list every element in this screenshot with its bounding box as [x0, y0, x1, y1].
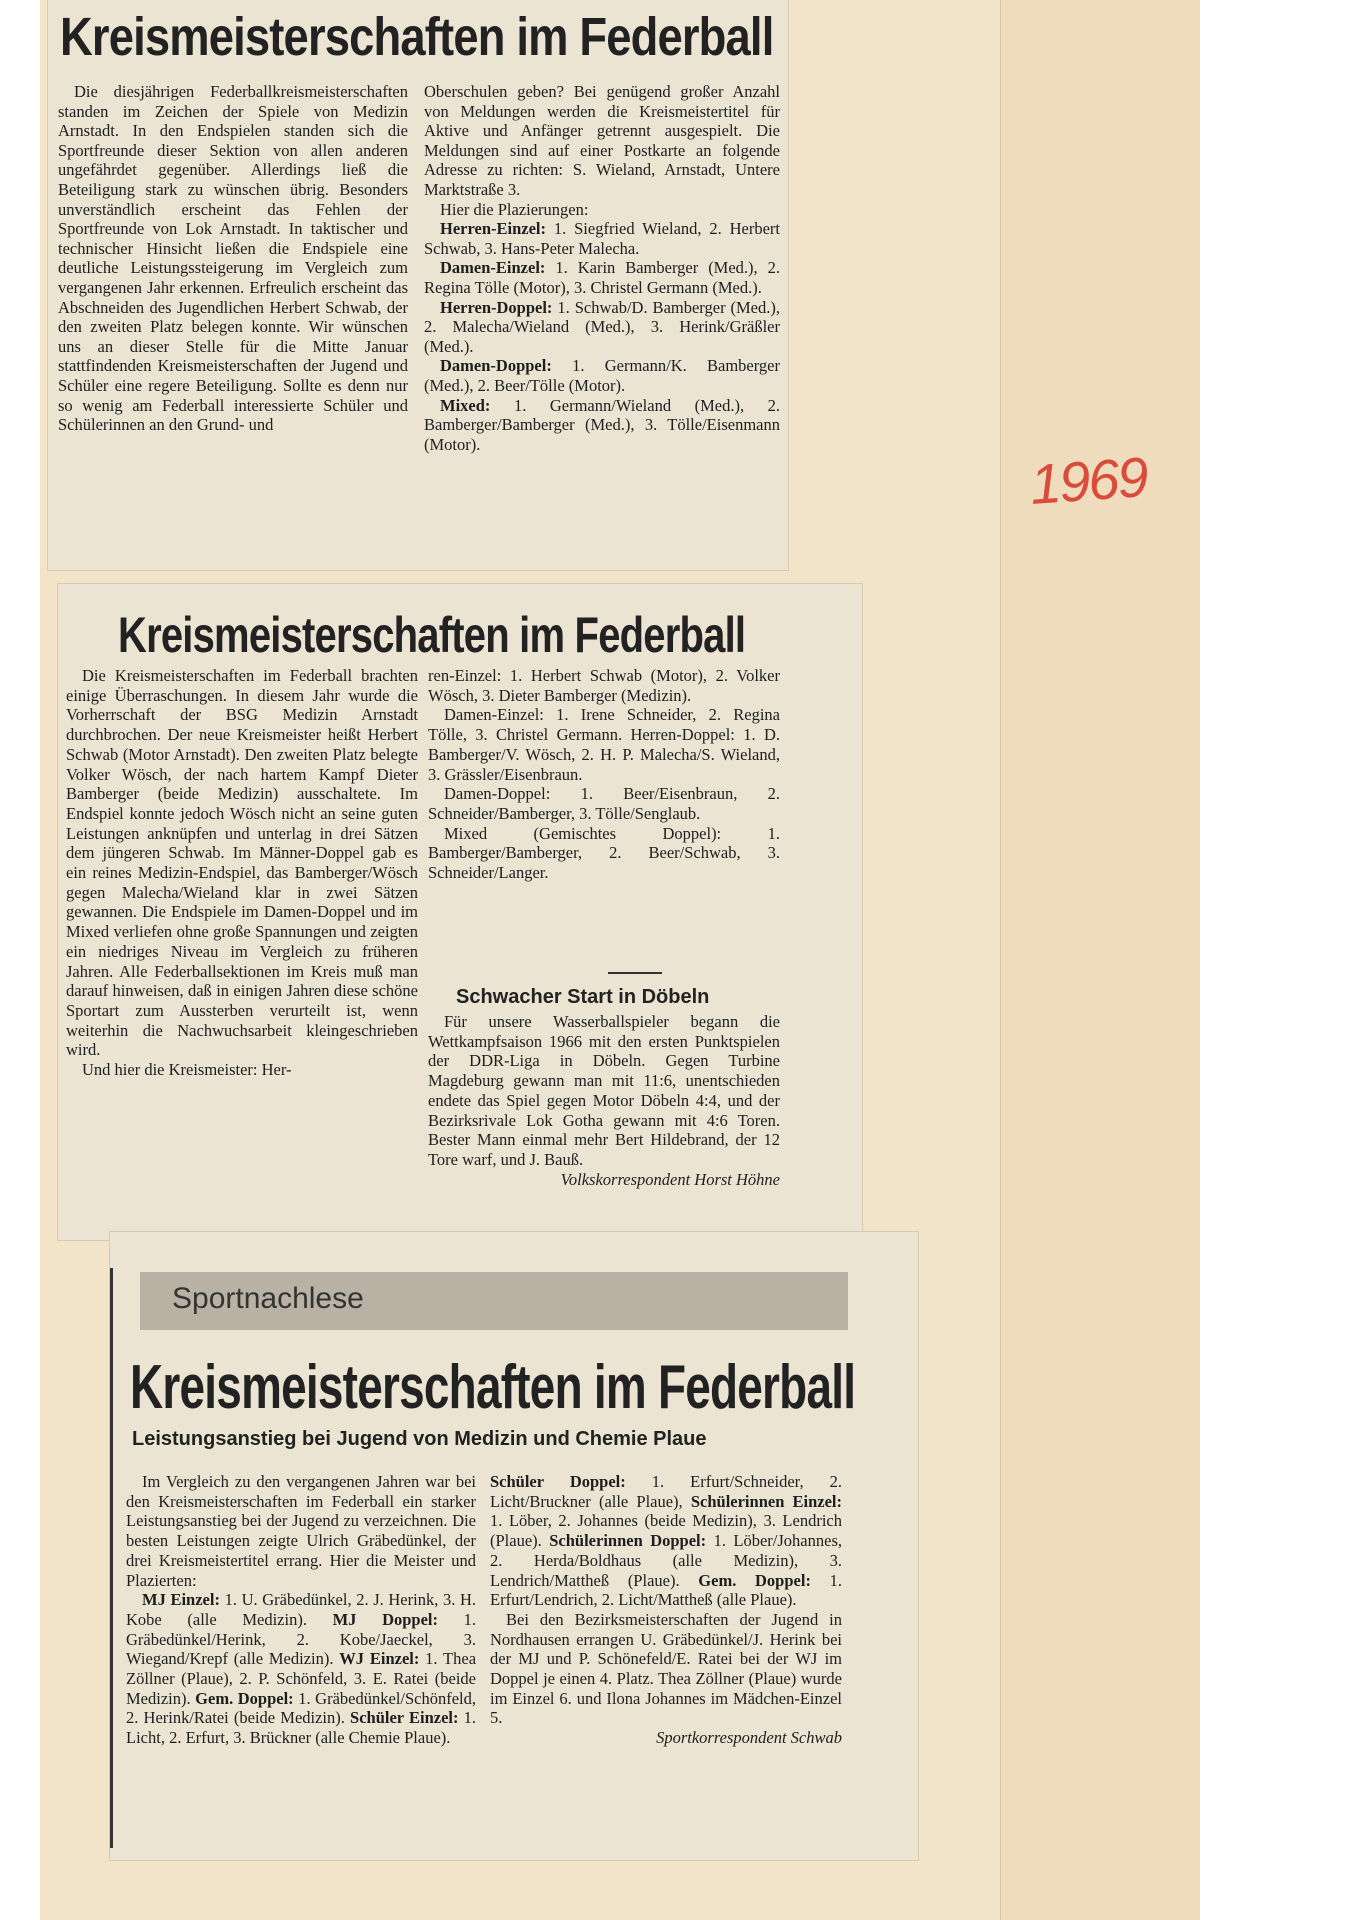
result-item [490, 1472, 842, 1610]
result-label: MJ Doppel: [332, 1609, 438, 1629]
separator-line [608, 972, 662, 974]
result-text: 1. Germann/K. Bamberger (Med.), 2. Beer/Tölle (Motor). [424, 356, 780, 395]
byline: Volkskorrespondent Horst Höhne [560, 1169, 780, 1189]
result-item [424, 396, 780, 455]
result-label: Herren-Einzel: [440, 219, 546, 239]
result-label: Damen-Doppel: [440, 356, 552, 376]
result-item: Damen-Doppel: 1. Beer/Eisenbraun, 2. Schneider/Bamberger, 3. Tölle/Senglaub. [428, 784, 780, 823]
result-item [424, 298, 780, 357]
result-label: Gem. Doppel: [698, 1570, 811, 1590]
paragraph: Bei den Bezirksmeisterschaften der Jugend in Nordhausen errangen U. Gräbedünkel/J. Herink bei der MJ und P. Schönefeld/E. Ratei bei der WJ im Doppel je einen 4. Platz. Thea Zöllner (Plaue) wurde im Einzel 6. und Ilona Johannes im Mädchen-Einzel 5. [490, 1609, 842, 1728]
result-label: Mixed: [440, 395, 491, 415]
result-item: Mixed (Gemischtes Doppel): 1. Bamberger/Bamberger, 2. Beer/Schwab, 3. Schneider/Langer. [428, 823, 780, 883]
clipping-3-subheadline: Leistungsanstieg bei Jugend von Medizin und Chemie Plaue [132, 1428, 707, 1450]
clipping-2-left-column [66, 666, 418, 1080]
sub-article-headline: Schwacher Start in Döbeln [456, 986, 710, 1008]
clipping-3-right-column [490, 1472, 842, 1748]
paragraph: Die diesjährigen Federballkreismeisterschaften standen im Zeichen der Spiele von Medizin Arnstadt. In den Endspielen standen sich die Sportfreunde dieser Sektion von allen anderen ungefährdet gegenüber. Allerdings ließ die Beteiligung stark zu wünschen übrig. Besonders unverständlich erscheint das Fehlen der Sportfreunde von Lok Arnstadt. In taktischer und technischer Hinsicht ließen die Endspiele eine deutliche Leistungssteigerung im Vergleich zum vergangenen Jahr erkennen. Erfreulich erscheint das Abschneiden des Jugendlichen Herbert Schwab, der den zweiten Platz belegen konnte. Wir wünschen uns an dieser Stelle für die Mitte Januar stattfindenden Kreismeisterschaften der Jugend und Schüler eine regere Beteiligung. Sollte es denn nur so wenig am Federball interessierte Schüler und Schülerinnen an den Grund- und [58, 82, 408, 435]
result-item: Damen-Einzel: 1. Irene Schneider, 2. Regina Tölle, 3. Christel Germann. Herren-Doppel: 1. D. Bamberger/V. Wösch, 2. H. P. Malecha/S. Wieland, 3. Grässler/Eisenbraun. [428, 705, 780, 784]
result-text: 1. Schwab/D. Bamberger (Med.), 2. Malecha/Wieland (Med.), 3. Herink/Gräßler (Med.). [424, 297, 781, 356]
result-text: 1. Gräbedünkel/Herink, 2. Kobe/Jaeckel, 3. Wiegand/Krepf (alle Medizin). [126, 1609, 477, 1669]
column-rule [110, 1268, 113, 1848]
clipping-3-headline: Kreismeisterschaften im Federball [130, 1353, 856, 1422]
result-text: 1. Germann/Wieland (Med.), 2. Bamberger/Bamberger (Med.), 3. Tölle/Eisenmann (Motor). [424, 395, 780, 454]
result-label: Gem. Doppel: [195, 1688, 294, 1708]
result-text: 1. Karin Bamberger (Med.), 2. Regina Tölle (Motor), 3. Christel Germann (Med.). [424, 258, 781, 297]
section-banner [140, 1272, 848, 1330]
result-item [424, 356, 780, 395]
result-text: 1. Thea Zöllner (Plaue), 2. P. Schönfeld, 3. E. Ratei (beide Medizin). [126, 1649, 477, 1708]
paragraph: Für unsere Wasserballspieler begann die Wettkampfsaison 1966 mit den ersten Punktspielen der DDR-Liga in Döbeln. Gegen Turbine Magdeburg gewann man mit 11:6, unentschieden endete das Spiel gegen Motor Döbeln 4:4, und der Bezirksrivale Lok Gotha gewann mit 4:6 Toren. Bester Mann einmal mehr Bert Hildebrand, der 12 Tore warf, und J. Bauß. [428, 1012, 780, 1169]
result-text: 1. Gräbedünkel/Schönfeld, 2. Herink/Ratei (beide Medizin). [126, 1688, 477, 1728]
result-text: 1. U. Gräbedünkel, 2. J. Herink, 3. H. Kobe (alle Medizin). [126, 1590, 476, 1629]
result-text: 1. Siegfried Wieland, 2. Herbert Schwab, 3. Hans-Peter Malecha. [424, 219, 780, 258]
clipping-1-headline: Kreismeisterschaften im Federball [60, 7, 774, 67]
placements-intro: Hier die Plazierungen: [440, 199, 589, 219]
paragraph: Oberschulen geben? Bei genügend großer Anzahl von Meldungen werden die Kreismeistertitel für Aktive und Anfänger getrennt ausgespielt. Die Meldungen sind auf einer Postkarte an folgende Adresse zu richten: S. Wieland, Arnstadt, Untere Marktstraße 3. [424, 82, 780, 199]
byline: Sportkorrespondent Schwab [656, 1728, 842, 1748]
result-text: 1. Licht, 2. Erfurt, 3. Brückner (alle Chemie Plaue). [126, 1708, 477, 1748]
background-margin [1200, 0, 1357, 1920]
paragraph: Und hier die Kreismeister: Her- [82, 1060, 292, 1080]
result-label: Schüler Doppel: [490, 1472, 626, 1491]
result-label: MJ Einzel: [142, 1590, 220, 1610]
result-label: Schüler Einzel: [350, 1708, 459, 1728]
result-label: Damen-Einzel: [440, 258, 546, 278]
result-label: Schülerinnen Doppel: [549, 1531, 707, 1551]
result-item: ren-Einzel: 1. Herbert Schwab (Motor), 2. Volker Wösch, 3. Dieter Bamberger (Medizin). [428, 666, 780, 705]
result-item [126, 1590, 476, 1748]
clipping-1 [48, 0, 788, 570]
clipping-2 [58, 584, 862, 1240]
result-label: Schülerinnen Einzel: [690, 1491, 843, 1511]
result-text: 1. Löber/Johannes, 2. Herda/Boldhaus (alle Medizin), 3. Lendrich/Mattheß (Plaue). [490, 1531, 842, 1590]
paragraph: Im Vergleich zu den vergangenen Jahren war bei den Kreismeisterschaften im Federball ein starker Leistungsanstieg bei der Jugend zu verzeichnen. Die besten Leistungen zeigte Ulrich Gräbedünkel, der drei Kreismeistertitel errang. Hier die Meister und Plazierten: [126, 1472, 476, 1590]
clipping-2-right-column [428, 666, 780, 883]
result-text: 1. Erfurt/Schneider, 2. Licht/Bruckner (alle Plaue), [490, 1472, 843, 1511]
result-item [424, 219, 780, 258]
clipping-1-right-column [424, 82, 780, 454]
clipping-1-left-column [58, 82, 408, 435]
result-text: 1. Löber, 2. Johannes (beide Medizin), 3. Lendrich (Plaue). [490, 1511, 842, 1551]
clipping-2-headline: Kreismeisterschaften im Federball [118, 607, 746, 663]
handwritten-year: 1969 [1027, 445, 1149, 516]
result-text: 1. Erfurt/Lendrich, 2. Licht/Mattheß (alle Plaue). [490, 1570, 843, 1610]
result-label: Herren-Doppel: [440, 297, 553, 317]
clipping-3-left-column [126, 1472, 476, 1748]
paragraph: Die Kreismeisterschaften im Federball brachten einige Überraschungen. In diesem Jahr wurde die Vorherrschaft der BSG Medizin Arnstadt durchbrochen. Der neue Kreismeister heißt Herbert Schwab (Motor Arnstadt). Den zweiten Platz belegte Volker Wösch, der nach hartem Kampf Dieter Bamberger (beide Medizin) ausschaltete. Im Endspiel konnte jedoch Wösch nicht an seine guten Leistungen anknüpfen und unterlag in drei Sätzen dem jüngeren Schwab. Im Männer-Doppel gab es ein reines Medizin-Endspiel, das Bamberger/Wösch gegen Malecha/Wieland klar in zwei Sätzen gewannen. Die Endspiele im Damen-Doppel und im Mixed verliefen ohne große Spannungen und zeigten ein niedriges Niveau im Vergleich zu früheren Jahren. Alle Federballsektionen im Kreis muß man darauf hinweisen, daß in einigen Jahren diese schöne Sportart zum Aussterben verurteilt ist, wenn weiterhin die Nachwuchsarbeit kleingeschrieben wird. [66, 666, 418, 1060]
result-item [424, 258, 780, 297]
section-banner-label: Sportnachlese [172, 1282, 364, 1315]
result-label: WJ Einzel: [339, 1649, 420, 1669]
sub-article-text [428, 1012, 780, 1189]
page-edge [1000, 0, 1201, 1920]
